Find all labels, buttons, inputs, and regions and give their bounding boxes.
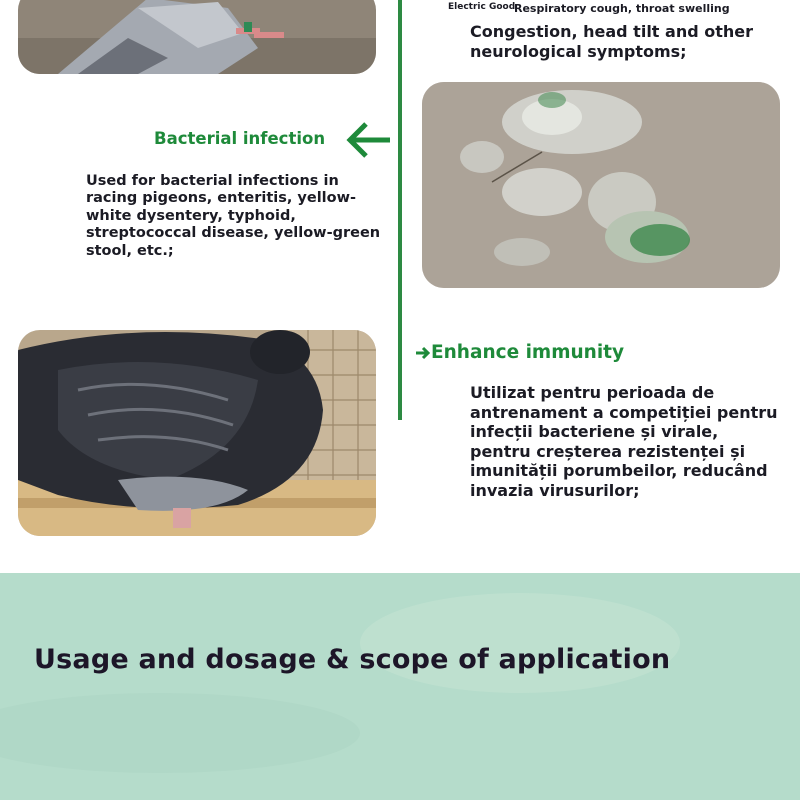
- enhance-immunity-header: [416, 342, 624, 363]
- neuro-symptoms-text: Congestion, head tilt and other neurological symptoms;: [470, 22, 753, 61]
- band-texture: [0, 573, 800, 800]
- usage-section-band: [0, 573, 800, 800]
- usage-dosage-title: Usage and dosage & scope of application: [34, 644, 671, 675]
- arrow-left-icon: [344, 120, 392, 160]
- pigeon-photo: [18, 330, 376, 536]
- bacterial-infection-text: Used for bacterial infections in racing pigeons, enteritis, yellow-white dysentery, typhoid, streptococcal disease, yellow-green stool, etc.;: [86, 173, 381, 259]
- center-divider: [398, 0, 402, 420]
- enhance-immunity-heading: Enhance immunity: [431, 342, 625, 363]
- pigeon-feet-photo: [18, 0, 376, 74]
- arrow-right-icon: [416, 346, 430, 360]
- enhance-immunity-text: Utilizat pentru perioada de antrenament a competiției pentru infecții bacteriene și virale, pentru creșterea rezistenței și imunității porumbeilor, reducând invazia virusurilor;: [470, 383, 778, 500]
- bacterial-infection-heading: Bacterial infection: [154, 129, 326, 148]
- droppings-photo: [422, 82, 780, 288]
- watermark-text: Electric Good: [448, 2, 516, 12]
- respiratory-caption: Respiratory cough, throat swelling: [514, 2, 730, 15]
